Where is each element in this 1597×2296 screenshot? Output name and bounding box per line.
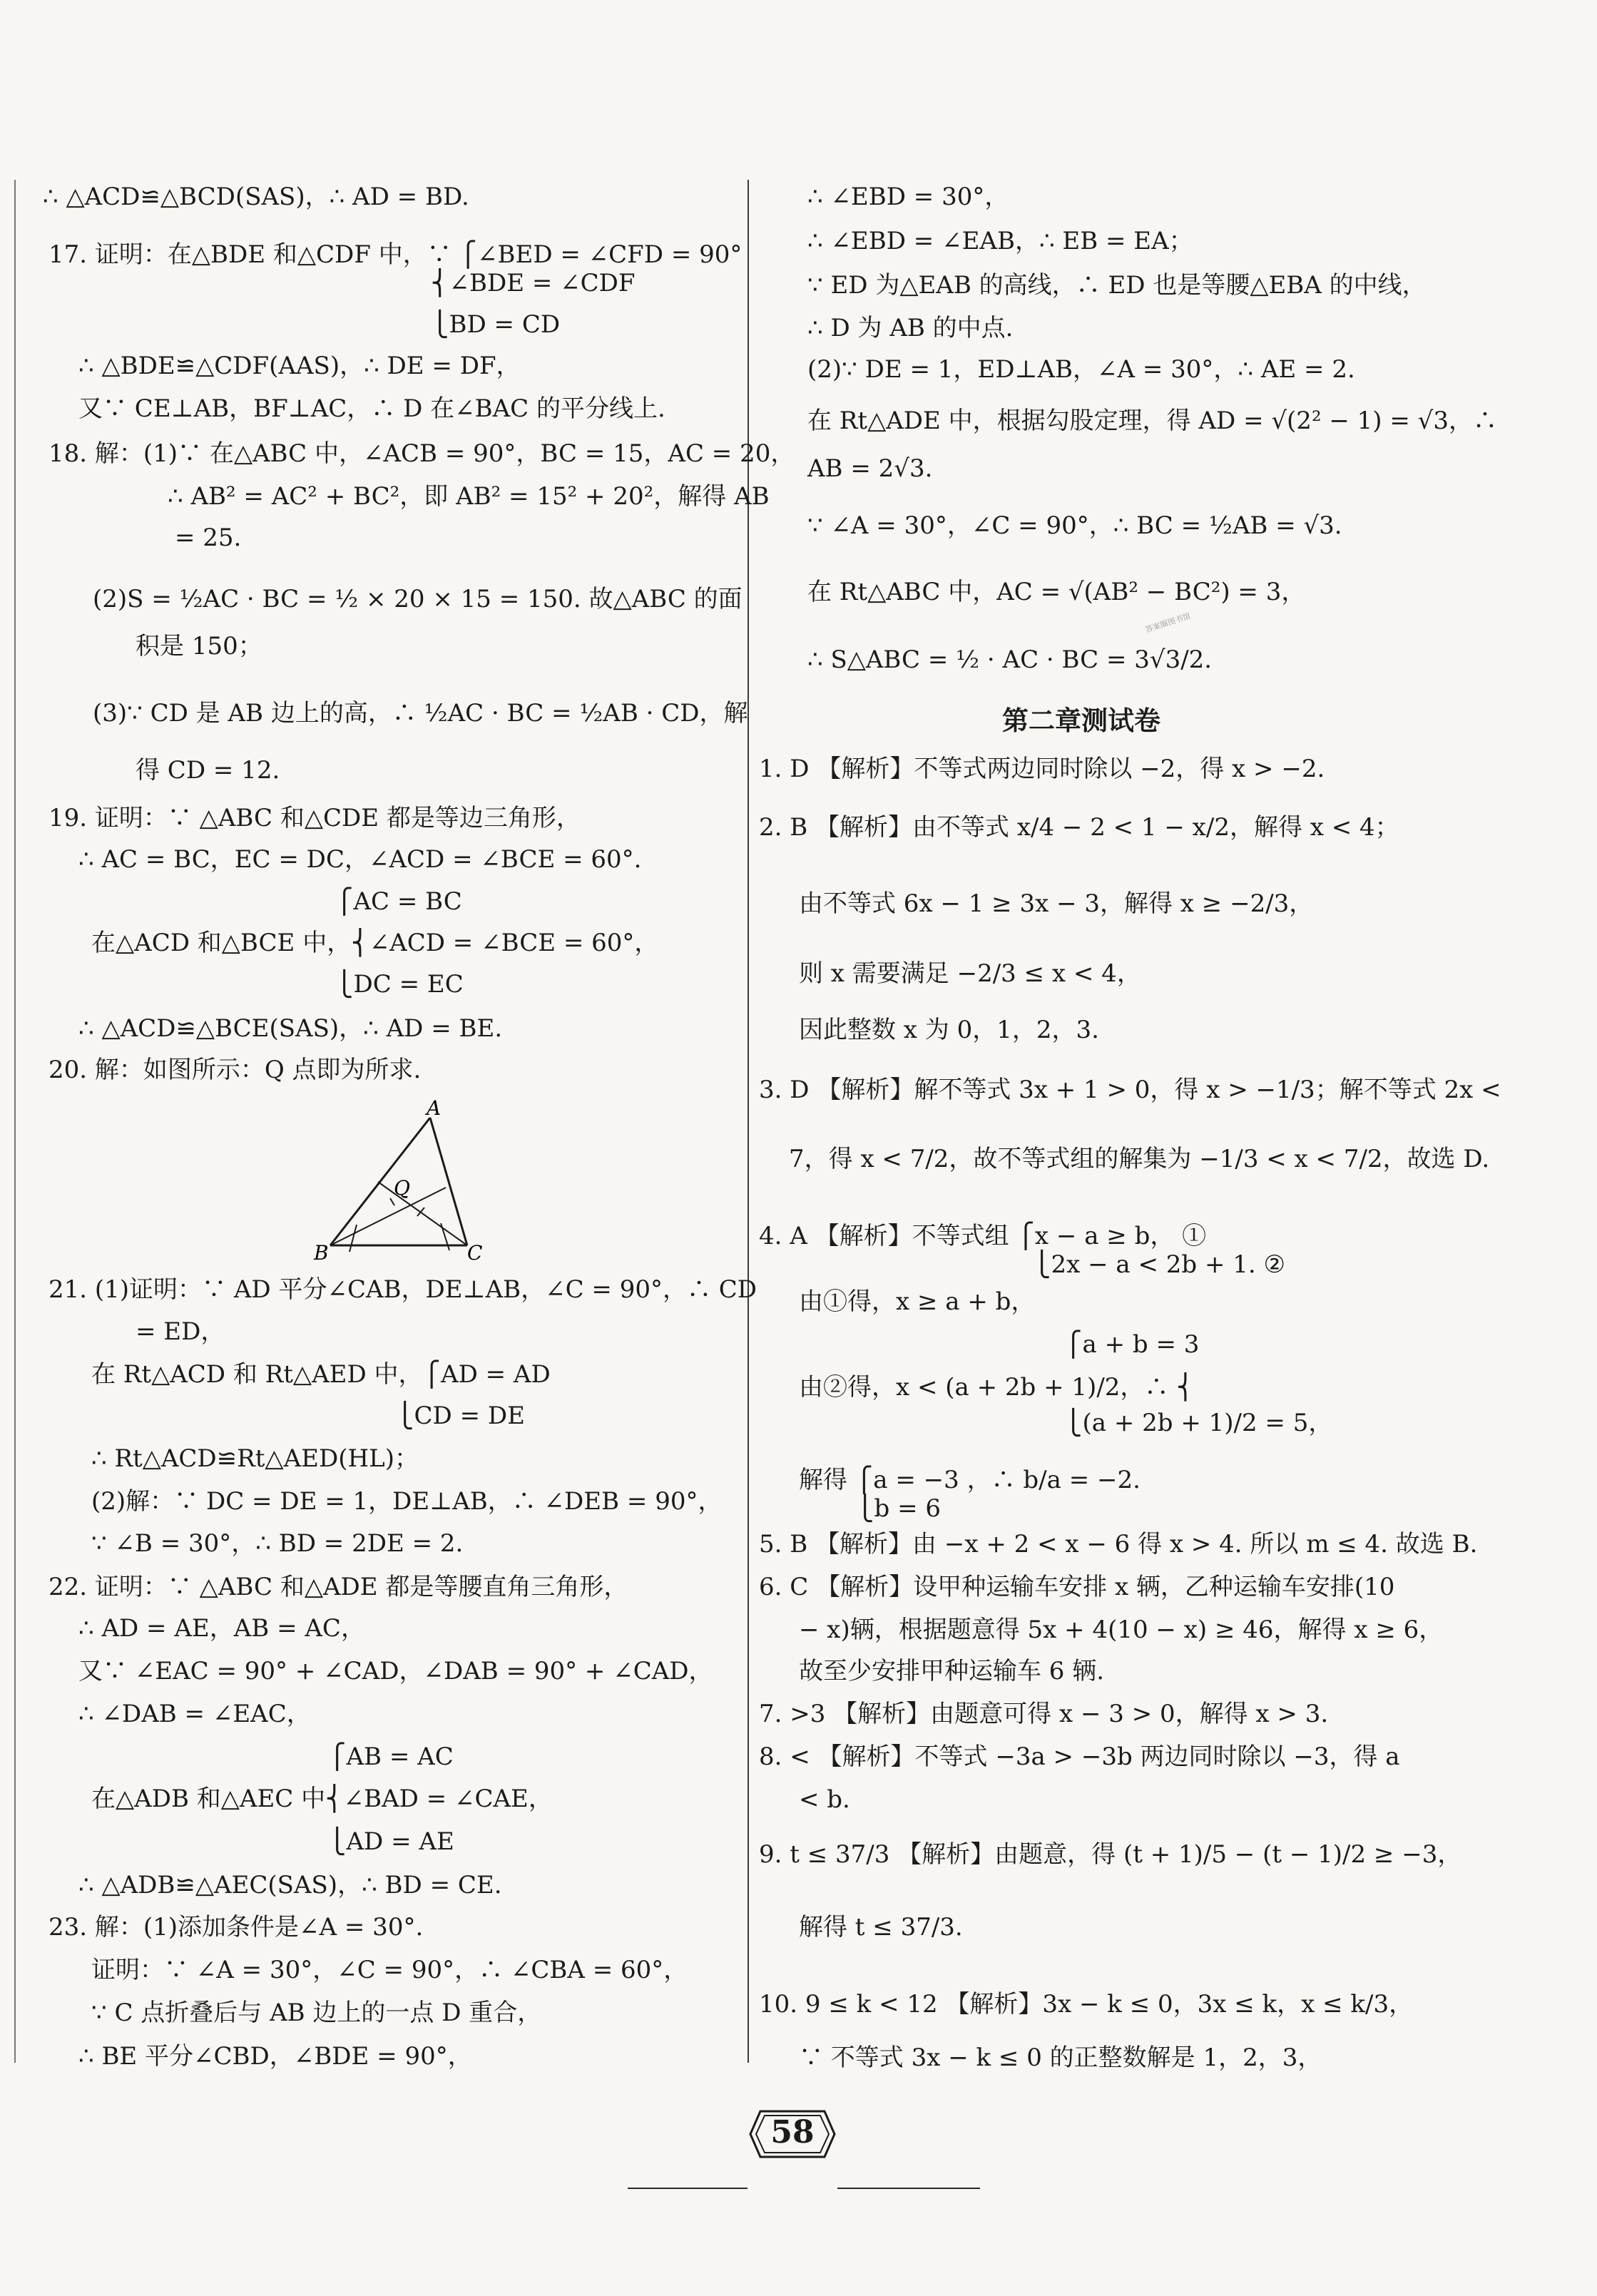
text-line: 10. 9 ≤ k < 12 【解析】3x − k ≤ 0，3x ≤ k，x ≤ k/3， xyxy=(759,1990,1414,2019)
text-line: 20. 解：如图所示：Q 点即为所求. xyxy=(49,1056,422,1084)
text-line: ∴ AB² = AC² + BC²，即 AB² = 15² + 20²，解得 AB xyxy=(168,482,770,511)
text-line: 由①得，x ≥ a + b， xyxy=(799,1287,1036,1316)
text-line: 23. 解：(1)添加条件是∠A = 30°. xyxy=(49,1913,424,1942)
text-line: 在 Rt△ABC 中，AC = √(AB² − BC²) = 3， xyxy=(807,578,1306,606)
text-line: 7，得 x < 7/2，故不等式组的解集为 −1/3 < x < 7/2，故选 D. xyxy=(789,1145,1490,1173)
text-line: 证明：∵ ∠A = 30°，∠C = 90°，∴ ∠CBA = 60°， xyxy=(91,1956,688,1984)
text-line: ⎨∠BDE = ∠CDF xyxy=(431,269,636,297)
text-line: 8. < 【解析】不等式 −3a > −3b 两边同时除以 −3，得 a xyxy=(759,1743,1400,1771)
text-line: ⎩AD = AE xyxy=(328,1827,454,1856)
figure-label-b: B xyxy=(314,1241,329,1265)
text-line: ⎩b = 6 xyxy=(856,1494,941,1523)
figure-label-q: Q xyxy=(394,1176,410,1200)
figure-label-a: A xyxy=(427,1096,442,1120)
text-line: 17. 证明：在△BDE 和△CDF 中，∵ ⎧∠BED = ∠CFD = 90° xyxy=(49,240,743,269)
text-line: ∴ S△ABC = ½ · AC · BC = 3√3/2. xyxy=(807,646,1213,674)
triangle-figure xyxy=(307,1095,492,1266)
text-line: 9. t ≤ 37/3 【解析】由题意，得 (t + 1)/5 − (t − 1)/2 ≥ −3， xyxy=(759,1840,1462,1869)
text-line: 得 CD = 12. xyxy=(136,756,280,785)
text-line: ∵ ∠A = 30°，∠C = 90°，∴ BC = ½AB = √3. xyxy=(807,511,1342,540)
section-title: 第二章测试卷 xyxy=(1002,705,1160,736)
text-line: 22. 证明：∵ △ABC 和△ADE 都是等腰直角三角形， xyxy=(49,1573,628,1601)
text-line: 18. 解：(1)∵ 在△ABC 中，∠ACB = 90°，BC = 15，AC = 20， xyxy=(49,439,795,468)
text-line: 7. >3 【解析】由题意可得 x − 3 > 0，解得 x > 3. xyxy=(759,1700,1329,1728)
text-line: ⎧AB = AC xyxy=(328,1743,454,1771)
text-line: 积是 150； xyxy=(136,632,262,660)
text-line: = 25. xyxy=(175,524,242,552)
text-line: ⎩BD = CD xyxy=(431,310,561,339)
text-line: ∴ AC = BC，EC = DC，∠ACD = ∠BCE = 60°. xyxy=(78,845,642,874)
text-line: 又∵ CE⊥AB，BF⊥AC，∴ D 在∠BAC 的平分线上. xyxy=(78,394,665,423)
text-line: ∵ ED 为△EAB 的高线，∴ ED 也是等腰△EBA 的中线， xyxy=(807,271,1427,300)
text-line: < b. xyxy=(799,1785,850,1814)
text-line: 在 Rt△ACD 和 Rt△AED 中，⎧AD = AD xyxy=(91,1360,551,1389)
text-line: 则 x 需要满足 −2/3 ≤ x < 4， xyxy=(799,959,1141,988)
watermark-stamp: 答案圈图书馆 xyxy=(1144,611,1192,635)
text-line: 6. C 【解析】设甲种运输车安排 x 辆，乙种运输车安排(10 xyxy=(759,1573,1395,1601)
text-line: 5. B 【解析】由 −x + 2 < x − 6 得 x > 4. 所以 m ≤ 4. 故选 B. xyxy=(759,1530,1478,1558)
text-line: 19. 证明：∵ △ABC 和△CDE 都是等边三角形， xyxy=(49,804,581,832)
text-line: ∵ 不等式 3x − k ≤ 0 的正整数解是 1，2，3， xyxy=(799,2044,1322,2072)
text-line: (2)∵ DE = 1，ED⊥AB，∠A = 30°，∴ AE = 2. xyxy=(807,355,1355,384)
figure-label-c: C xyxy=(467,1241,483,1265)
text-line: ∴ ∠DAB = ∠EAC， xyxy=(78,1700,311,1728)
text-line: 1. D 【解析】不等式两边同时除以 −2，得 x > −2. xyxy=(759,755,1325,783)
text-line: 2. B 【解析】由不等式 x/4 − 2 < 1 − x/2，解得 x < 4； xyxy=(759,813,1399,842)
text-line: 3. D 【解析】解不等式 3x + 1 > 0，得 x > −1/3；解不等式 2x < xyxy=(759,1076,1501,1104)
left-margin-line xyxy=(14,180,16,2063)
footer-rule-right xyxy=(837,2188,980,2189)
page-number: 58 xyxy=(770,2114,815,2150)
text-line: (3)∵ CD 是 AB 边上的高，∴ ½AC · BC = ½AB · CD，解 xyxy=(93,699,748,728)
text-line: − x)辆，根据题意得 5x + 4(10 − x) ≥ 46，解得 x ≥ 6， xyxy=(799,1616,1444,1644)
text-line: = ED， xyxy=(136,1317,225,1346)
text-line: ∴ △ADB≌△AEC(SAS)，∴ BD = CE. xyxy=(78,1871,502,1899)
text-line: ∴ AD = AE，AB = AC， xyxy=(78,1614,365,1643)
text-line: ∵ C 点折叠后与 AB 边上的一点 D 重合， xyxy=(91,1999,542,2027)
text-line: 21. (1)证明：∵ AD 平分∠CAB，DE⊥AB，∠C = 90°，∴ CD xyxy=(49,1275,757,1304)
text-line: ∴ ∠EBD = ∠EAB，∴ EB = EA； xyxy=(807,227,1193,255)
text-line: 在 Rt△ADE 中，根据勾股定理，得 AD = √(2² − 1) = √3，∴ xyxy=(807,407,1497,435)
text-line: ⎩DC = EC xyxy=(335,970,464,999)
text-line: ∵ ∠B = 30°，∴ BD = 2DE = 2. xyxy=(91,1529,464,1558)
text-line: ⎩2x − a < 2b + 1. ② xyxy=(1033,1250,1286,1279)
text-line: 在△ACD 和△BCE 中，⎨∠ACD = ∠BCE = 60°， xyxy=(91,929,659,957)
text-line: 4. A 【解析】不等式组 ⎧x − a ≥ b， ① xyxy=(759,1222,1207,1250)
text-line: 在△ADB 和△AEC 中⎨∠BAD = ∠CAE， xyxy=(91,1785,553,1813)
text-line: 又∵ ∠EAC = 90° + ∠CAD，∠DAB = 90° + ∠CAD， xyxy=(78,1657,713,1685)
text-line: ∴ ∠EBD = 30°， xyxy=(807,183,1009,211)
text-line: 由不等式 6x − 1 ≥ 3x − 3，解得 x ≥ −2/3， xyxy=(799,889,1314,918)
text-line: 由②得，x < (a + 2b + 1)/2，∴ ⎨ xyxy=(799,1373,1195,1402)
footer-rule-left xyxy=(628,2188,748,2189)
text-line: ⎧a + b = 3 xyxy=(1064,1330,1200,1359)
text-line: 解得 t ≤ 37/3. xyxy=(799,1913,963,1942)
text-line: 故至少安排甲种运输车 6 辆. xyxy=(799,1657,1105,1685)
text-line: ∴ BE 平分∠CBD，∠BDE = 90°， xyxy=(78,2042,472,2071)
text-line: ∴ △BDE≌△CDF(AAS)，∴ DE = DF， xyxy=(78,352,521,380)
text-line: ⎩CD = DE xyxy=(396,1402,525,1430)
text-line: ⎧AC = BC xyxy=(335,887,462,916)
text-line: AB = 2√3. xyxy=(807,454,933,483)
text-line: ∴ △ACD≌△BCD(SAS)，∴ AD = BD. xyxy=(43,183,469,211)
text-line: ∴ Rt△ACD≌Rt△AED(HL)； xyxy=(91,1444,419,1473)
text-line: 解得 ⎧a = −3 ，∴ b/a = −2. xyxy=(799,1466,1141,1494)
text-line: ∴ D 为 AB 的中点. xyxy=(807,314,1014,342)
text-line: 因此整数 x 为 0，1，2，3. xyxy=(799,1016,1099,1044)
text-line: ∴ △ACD≌△BCE(SAS)，∴ AD = BE. xyxy=(78,1014,503,1043)
text-line: (2)解：∵ DC = DE = 1，DE⊥AB，∴ ∠DEB = 90°， xyxy=(91,1487,723,1516)
text-line: ⎩(a + 2b + 1)/2 = 5， xyxy=(1064,1409,1333,1437)
text-line: (2)S = ½AC · BC = ½ × 20 × 15 = 150. 故△ABC 的面 xyxy=(93,585,743,613)
